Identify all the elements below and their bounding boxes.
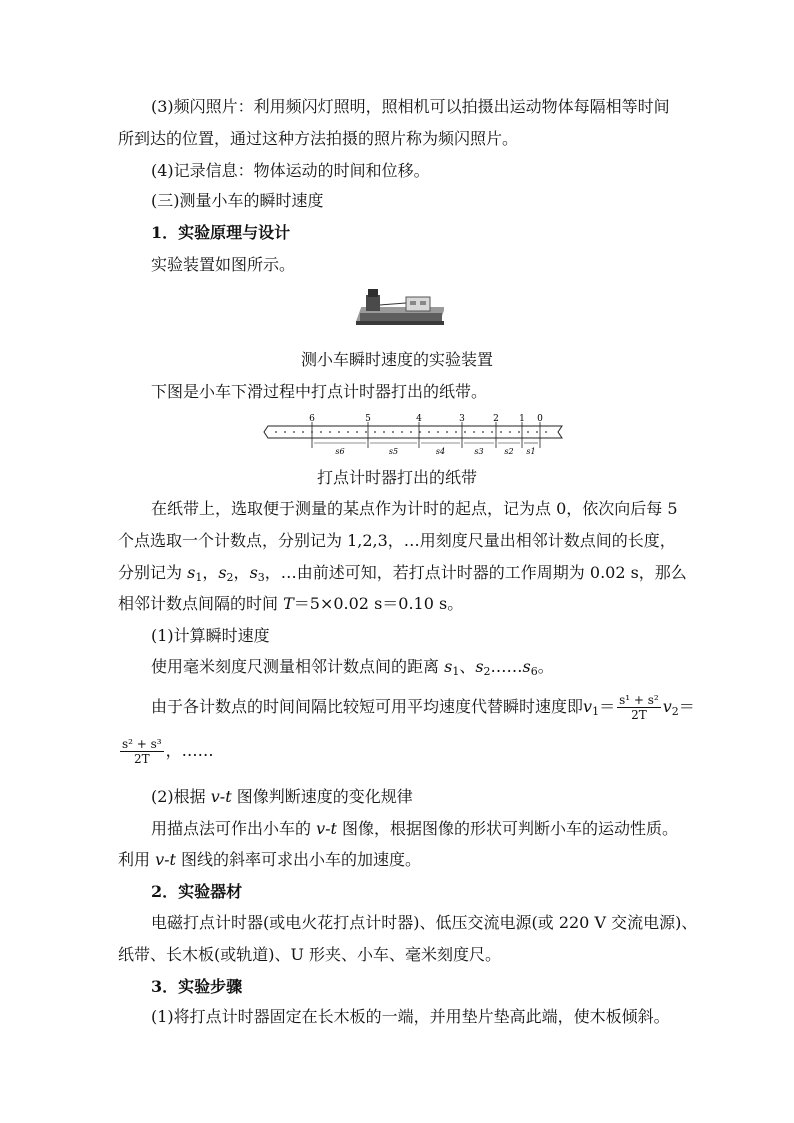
- apparatus-illustration: [356, 283, 444, 331]
- tape-dot: [500, 431, 502, 433]
- tape-dot: [356, 431, 358, 433]
- tape-dot: [374, 431, 376, 433]
- text-line: 分别记为 $s_1$，$s_2$，$s_3$，…由前述可知，若打点计时器的工作周期为 0.02 s，那么: [118, 563, 687, 584]
- tape-dot: [491, 431, 493, 433]
- tape-segment-label: s5: [388, 447, 399, 456]
- text-line: 使用毫米刻度尺测量相邻计数点间的距离 $s_1$、$s_2\dots\dots s_6$。: [151, 657, 554, 678]
- tape-dot: [437, 431, 439, 433]
- paper-tape-diagram: [262, 412, 568, 458]
- formula-line: $\frac{\text{s² + s³}}{2T}$ ，……: [122, 737, 214, 766]
- figure-caption: 打点计时器打出的纸带: [316, 468, 477, 487]
- tape-dot: [464, 431, 466, 433]
- formula-line: 由于各计数点的时间间隔比较短可用平均速度代替瞬时速度即$v_1=$ $\frac{\text{s¹ + s²}}{2T}$ $v_2=$: [151, 693, 695, 722]
- text-line: 个点选取一个计数点，分别记为 1,2,3，…用刻度尺量出相邻计数点间的长度，: [118, 531, 676, 550]
- tape-point-label: 5: [365, 414, 371, 424]
- text-line: 所到达的位置，通过这种方法拍摄的照片称为频闪照片。: [118, 129, 519, 148]
- subsection-heading: 2．实验器材: [151, 882, 243, 901]
- figure-caption: 测小车瞬时速度的实验装置: [300, 350, 493, 369]
- text-line: 用描点法可作出小车的 v-t 图像，根据图像的形状可判断小车的运动性质。: [151, 819, 679, 838]
- tape-point-label: 2: [493, 414, 499, 424]
- tape-dot: [455, 431, 457, 433]
- text-line: 纸带、长木板(或轨道)、U 形夹、小车、毫米刻度尺。: [118, 945, 502, 964]
- section-heading: (三)测量小车的瞬时速度: [151, 191, 324, 210]
- tape-point-label: 1: [519, 414, 525, 424]
- subsection-heading: 1．实验原理与设计: [151, 223, 291, 242]
- tape-dot: [347, 431, 349, 433]
- subsection-heading: 3．实验步骤: [151, 977, 243, 996]
- tape-dot: [473, 431, 475, 433]
- tape-segment-label: s2: [504, 447, 514, 456]
- tape-segment-label: s3: [474, 447, 484, 456]
- tape-dot: [509, 431, 511, 433]
- text-line: (1)将打点计时器固定在长木板的一端，并用垫片垫高此端，使木板倾斜。: [151, 1007, 670, 1026]
- text-line: (4)记录信息：物体运动的时间和位移。: [151, 161, 430, 180]
- tape-dot: [545, 431, 547, 433]
- tape-segment-label: s1: [526, 447, 536, 456]
- text-line: 在纸带上，选取便于测量的某点作为计时的起点，记为点 0，依次向后每 5: [151, 499, 678, 518]
- tape-dot: [338, 431, 340, 433]
- fraction: $\frac{\text{s¹ + s²}}{2T}$: [619, 693, 659, 722]
- text-line: 利用 v-t 图线的斜率可求出小车的加速度。: [118, 850, 422, 869]
- subheading: (1)计算瞬时速度: [151, 626, 270, 645]
- tape-dot: [428, 431, 430, 433]
- tape-point-label: 0: [537, 414, 543, 424]
- tape-segment-label: s4: [435, 447, 446, 456]
- tape-dot: [392, 431, 394, 433]
- tape-dot: [275, 431, 277, 433]
- tape-dot: [383, 431, 385, 433]
- tape-point-label: 4: [416, 414, 422, 424]
- tape-dot: [320, 431, 322, 433]
- tape-dot: [482, 431, 484, 433]
- tape-dot: [293, 431, 295, 433]
- tape-dot: [365, 431, 367, 433]
- text-line: (3)频闪照片：利用频闪灯照明，照相机可以拍摄出运动物体每隔相等时间: [151, 97, 670, 116]
- tape-dot: [329, 431, 331, 433]
- fraction: $\frac{\text{s² + s³}}{2T}$: [122, 737, 162, 766]
- text-line: 下图是小车下滑过程中打点计时器打出的纸带。: [151, 382, 488, 401]
- tape-dot: [446, 431, 448, 433]
- tape-dot: [401, 431, 403, 433]
- tape-point-label: 6: [309, 414, 315, 424]
- tape-dot: [410, 431, 412, 433]
- tape-dot: [284, 431, 286, 433]
- tape-dot: [536, 431, 538, 433]
- text-line: 电磁打点计时器(或电火花打点计时器)、低压交流电源(或 220 V 交流电源)、: [151, 913, 698, 932]
- tape-dot: [518, 431, 520, 433]
- tape-dot: [302, 431, 304, 433]
- tape-dot: [527, 431, 529, 433]
- text-line: 相邻计数点间隔的时间 T＝5×0.02 s＝0.10 s。: [118, 594, 464, 613]
- tape-segment-label: s6: [335, 447, 345, 456]
- tape-point-label: 3: [459, 414, 465, 424]
- subheading: (2)根据 v-t 图像判断速度的变化规律: [151, 787, 413, 806]
- text-line: 实验装置如图所示。: [151, 255, 296, 274]
